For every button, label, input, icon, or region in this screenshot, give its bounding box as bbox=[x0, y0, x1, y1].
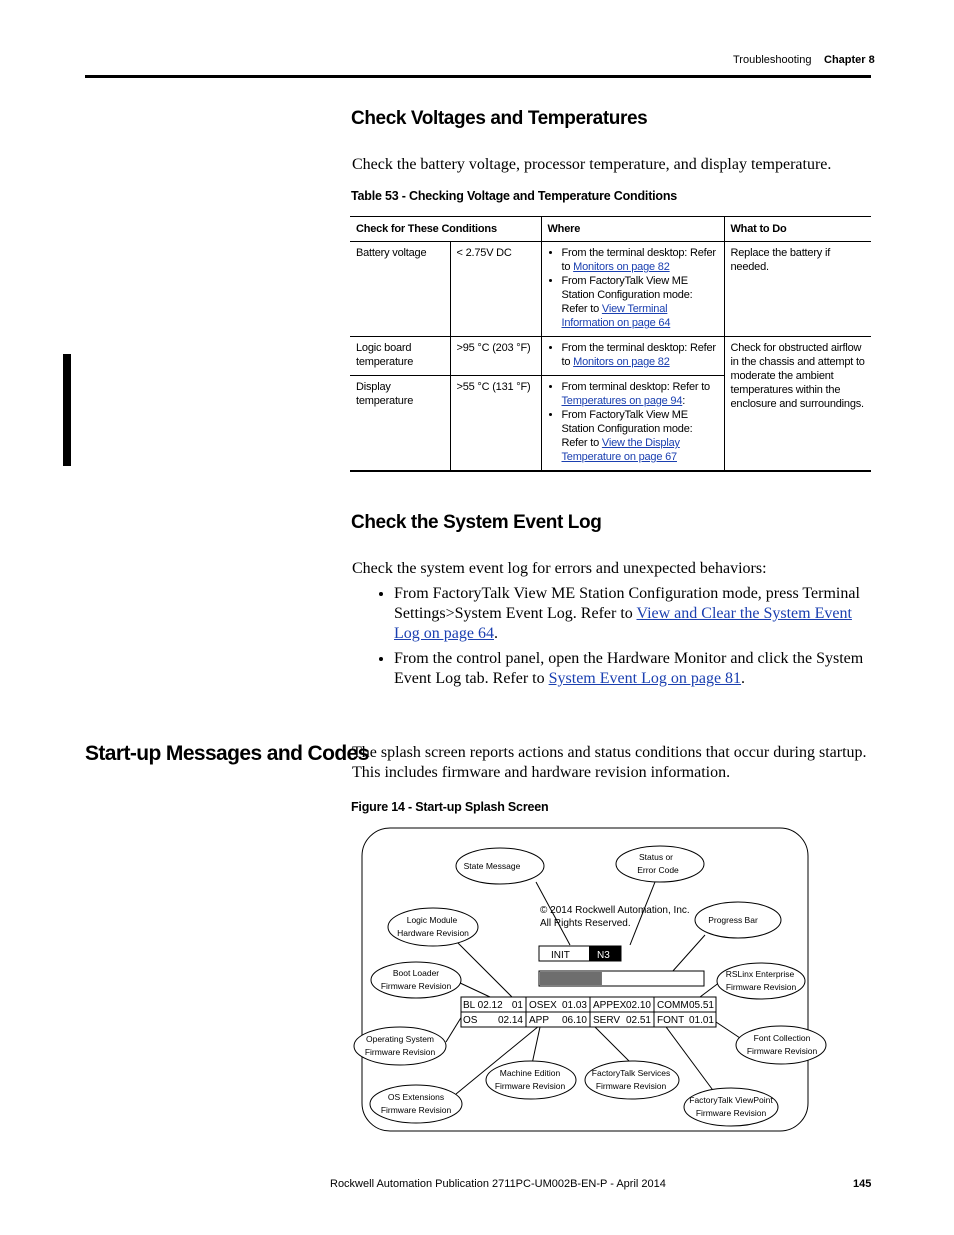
callout-label: Machine Edition bbox=[499, 1068, 561, 1078]
callout-label: OS Extensions bbox=[387, 1092, 445, 1102]
copyright-line1: © 2014 Rockwell Automation, Inc. bbox=[540, 905, 690, 916]
callout-label: Firmware Revision bbox=[380, 981, 452, 991]
app-value: 06.10 bbox=[561, 1015, 587, 1026]
cell-threshold: >95 °C (203 °F) bbox=[450, 337, 541, 376]
state-message: INIT bbox=[551, 950, 570, 961]
callout-label: Firmware Revision bbox=[494, 1081, 566, 1091]
callout-logic-module bbox=[388, 908, 478, 946]
comm-value: 05.51 bbox=[688, 1000, 714, 1011]
link-temperatures[interactable]: Temperatures on page 94 bbox=[561, 395, 683, 407]
callout-label: Firmware Revision bbox=[595, 1081, 667, 1091]
link-view-terminal-info[interactable]: View Terminal Information on page 64 bbox=[561, 303, 671, 329]
list-text: . bbox=[741, 670, 746, 687]
revision-table bbox=[461, 997, 716, 1027]
callout-font-collection bbox=[736, 1026, 826, 1064]
os-value: 02.14 bbox=[497, 1015, 523, 1026]
callout-label: State Message bbox=[463, 861, 521, 871]
osex-value: 01.03 bbox=[561, 1000, 587, 1011]
cell-action: Replace the battery if needed. bbox=[724, 242, 871, 337]
header-chapter: Chapter 8 bbox=[824, 54, 875, 66]
link-system-event-log[interactable]: System Event Log on page 81 bbox=[548, 670, 742, 687]
cell-condition: Display temperature bbox=[350, 376, 450, 471]
cell-action: Check for obstructed airflow in the chassis and attempt to moderate the ambient temperatures within the enclosure and surroundings. bbox=[724, 337, 871, 471]
callout-label: Logic Module bbox=[406, 915, 458, 925]
callout-label: FactoryTalk ViewPoint bbox=[689, 1095, 773, 1105]
font-value: 01.01 bbox=[688, 1015, 714, 1026]
callout-label: Hardware Revision bbox=[397, 928, 469, 938]
callout-label: Firmware Revision bbox=[725, 982, 797, 992]
appex-label: APPEX bbox=[593, 1000, 627, 1011]
callout-label: Firmware Revision bbox=[746, 1046, 818, 1056]
where-text: : bbox=[682, 395, 686, 407]
eventlog-intro: Check the system event log for errors and unexpected behaviors: bbox=[352, 560, 767, 577]
osex-label: OSEX bbox=[529, 1000, 557, 1011]
callout-label: RSLinx Enterprise bbox=[725, 969, 795, 979]
callout-factorytalk-viewpoint bbox=[684, 1088, 778, 1126]
voltages-heading: Check Voltages and Temperatures bbox=[351, 108, 648, 129]
table-caption: Table 53 - Checking Voltage and Temperature Conditions bbox=[351, 189, 678, 203]
col-action: What to Do bbox=[724, 217, 871, 242]
callout-label: Boot Loader bbox=[392, 968, 440, 978]
callout-label: Firmware Revision bbox=[695, 1108, 767, 1118]
error-code: N3 bbox=[597, 950, 610, 961]
cell-condition: Battery voltage bbox=[350, 242, 450, 337]
bl-label: BL 02.12 bbox=[463, 1000, 503, 1011]
startup-intro: The splash screen reports actions and status conditions that occur during startup. This includes firmware and hardware revision information. bbox=[352, 744, 867, 781]
comm-label: COMM bbox=[657, 1000, 689, 1011]
callout-operating-system bbox=[354, 1027, 446, 1065]
callout-label: Operating System bbox=[365, 1034, 435, 1044]
bl-value: 01 bbox=[511, 1000, 523, 1011]
callout-label: Status or bbox=[638, 852, 674, 862]
col-conditions: Check for These Conditions bbox=[350, 217, 541, 242]
app-label: APP bbox=[529, 1015, 550, 1026]
where-text: From the terminal desktop: Refer to bbox=[561, 247, 716, 273]
cell-condition: Logic board temperature bbox=[350, 337, 450, 376]
font-label: FONT bbox=[657, 1015, 685, 1026]
callout-label: Progress Bar bbox=[708, 915, 758, 925]
link-monitors[interactable]: Monitors on page 82 bbox=[573, 356, 670, 368]
callout-label: Firmware Revision bbox=[380, 1105, 452, 1115]
where-text: From the terminal desktop: Refer to bbox=[561, 342, 716, 368]
list-text: From FactoryTalk View ME Station Configuration mode, press Terminal Settings>System Event Log. Refer to bbox=[394, 585, 860, 622]
callout-label: Error Code bbox=[637, 865, 679, 875]
footer-publication: Rockwell Automation Publication 2711PC-UM002B-EN-P - April 2014 bbox=[330, 1178, 666, 1190]
callout-machine-edition bbox=[486, 1061, 576, 1099]
where-text: From FactoryTalk View ME Station Configuration mode: Refer to bbox=[561, 275, 693, 315]
link-view-clear-event-log[interactable]: View and Clear the System Event Log on page 64 bbox=[394, 605, 852, 642]
where-text: From terminal desktop: Refer to bbox=[561, 381, 710, 393]
voltages-intro: Check the battery voltage, processor temperature, and display temperature. bbox=[352, 156, 832, 173]
copyright-line2: All Rights Reserved. bbox=[540, 918, 631, 929]
link-display-temperature[interactable]: View the Display Temperature on page 67 bbox=[561, 437, 680, 463]
callout-factorytalk-services bbox=[585, 1061, 679, 1099]
col-where: Where bbox=[541, 217, 724, 242]
callout-os-extensions bbox=[370, 1085, 462, 1123]
os-label: OS bbox=[463, 1015, 478, 1026]
callout-label: Font Collection bbox=[753, 1033, 811, 1043]
footer-page-number: 145 bbox=[853, 1178, 872, 1190]
cell-threshold: < 2.75V DC bbox=[450, 242, 541, 337]
appex-value: 02.10 bbox=[625, 1000, 651, 1011]
cell-threshold: >55 °C (131 °F) bbox=[450, 376, 541, 471]
link-monitors[interactable]: Monitors on page 82 bbox=[573, 261, 670, 273]
where-text: From FactoryTalk View ME Station Configuration mode: Refer to bbox=[561, 409, 693, 449]
header-section: Troubleshooting bbox=[733, 54, 812, 66]
figure-caption: Figure 14 - Start-up Splash Screen bbox=[351, 800, 549, 814]
list-text: From the control panel, open the Hardware Monitor and click the System Event Log tab. Refer to bbox=[394, 650, 864, 687]
serv-label: SERV bbox=[593, 1015, 621, 1026]
eventlog-heading: Check the System Event Log bbox=[351, 512, 602, 533]
callout-label: Firmware Revision bbox=[364, 1047, 436, 1057]
callout-label: FactoryTalk Services bbox=[591, 1068, 671, 1078]
progress-bar-fill bbox=[540, 972, 602, 985]
serv-value: 02.51 bbox=[625, 1015, 651, 1026]
startup-heading: Start-up Messages and Codes bbox=[85, 742, 369, 765]
list-text: . bbox=[493, 625, 498, 642]
